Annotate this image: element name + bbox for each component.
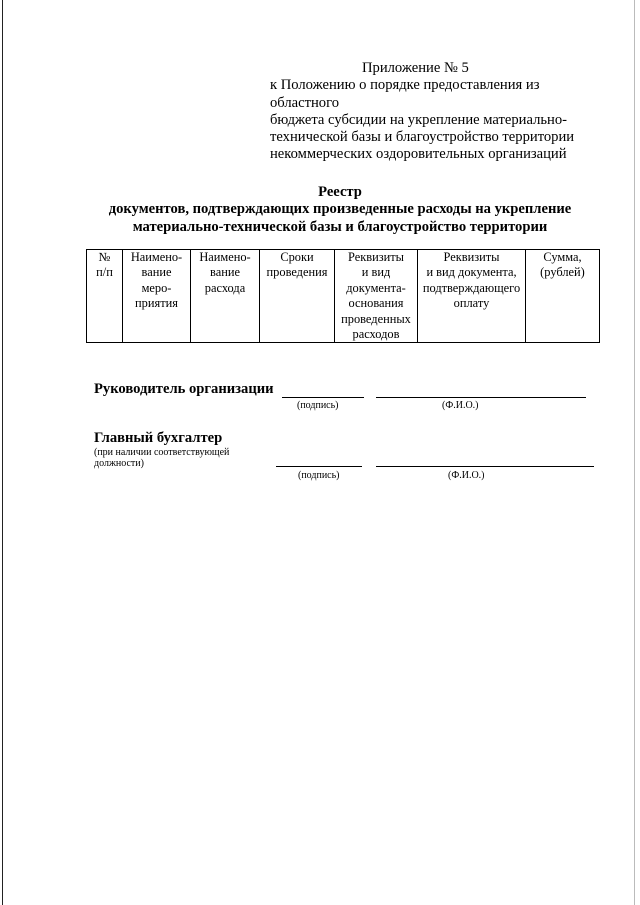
head-signature-caption: (подпись) xyxy=(297,400,339,411)
appendix-line: бюджета субсидии на укрепление материально- xyxy=(270,111,567,128)
accountant-signature-line[interactable] xyxy=(276,466,362,467)
registry-table xyxy=(86,249,600,343)
heading-title: Реестр xyxy=(318,184,362,200)
appendix-line: некоммерческих оздоровительных организаций xyxy=(270,146,567,163)
heading-line: материально-технической базы и благоустройство территории xyxy=(132,218,548,235)
column-basis-document: Реквизиты и вид документа- основания проведенных расходов xyxy=(335,250,418,343)
head-signature-label: Руководитель организации xyxy=(94,381,274,397)
appendix-line: технической базы и благоустройство территории xyxy=(270,129,575,146)
column-expense-name: Наимено- вание расхода xyxy=(191,250,260,343)
page-edge-right xyxy=(634,0,635,905)
head-name-caption: (Ф.И.О.) xyxy=(442,400,479,411)
appendix-block xyxy=(270,60,610,164)
head-signature-line[interactable] xyxy=(282,397,364,398)
page-edge-left xyxy=(2,0,3,905)
heading-line: документов, подтверждающих произведенные расходы на укрепление xyxy=(108,201,572,218)
accountant-name-line[interactable] xyxy=(376,466,594,467)
column-number: № п/п xyxy=(87,250,123,343)
column-dates: Сроки проведения xyxy=(260,250,335,343)
appendix-line: к Положению о порядке предоставления из областного xyxy=(270,77,540,111)
accountant-signature-label: Главный бухгалтер xyxy=(94,430,223,446)
head-name-line[interactable] xyxy=(376,397,586,398)
accountant-note: (при наличии соответствующей должности) xyxy=(94,447,230,469)
column-amount: Сумма, (рублей) xyxy=(526,250,600,343)
column-payment-document: Реквизиты и вид документа, подтверждающего оплату xyxy=(418,250,526,343)
column-event-name: Наимено- вание меро- приятия xyxy=(123,250,191,343)
appendix-title: Приложение № 5 xyxy=(362,60,469,76)
accountant-signature-caption: (подпись) xyxy=(298,470,340,481)
accountant-name-caption: (Ф.И.О.) xyxy=(448,470,485,481)
registry-heading xyxy=(60,184,620,236)
table-header-row xyxy=(87,250,600,343)
